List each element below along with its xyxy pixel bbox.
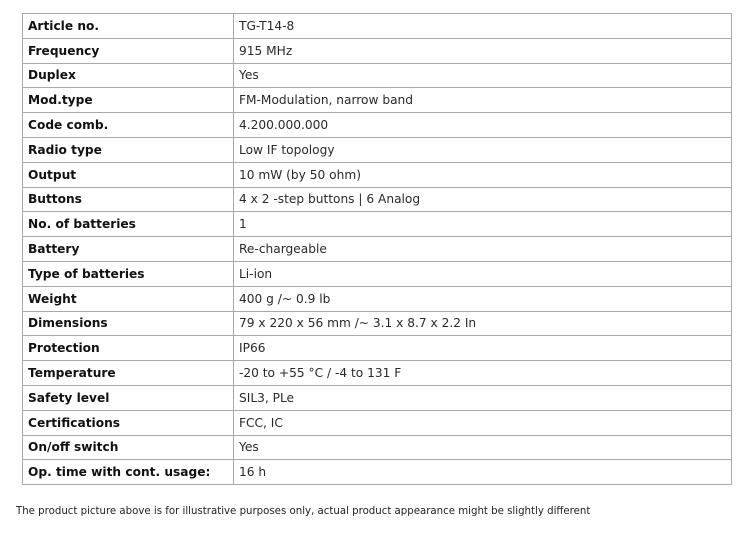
spec-label-on-off-switch: On/off switch: [23, 435, 234, 460]
spec-value-battery: Re-chargeable: [234, 237, 732, 262]
table-row: [23, 361, 732, 386]
spec-table-body: [23, 14, 732, 485]
spec-value-type-of-batteries: Li-ion: [234, 261, 732, 286]
spec-label-safety-level: Safety level: [23, 385, 234, 410]
table-row: [23, 212, 732, 237]
spec-label-output: Output: [23, 162, 234, 187]
spec-value-frequency: 915 MHz: [234, 38, 732, 63]
spec-label-dimensions: Dimensions: [23, 311, 234, 336]
spec-value-on-off-switch: Yes: [234, 435, 732, 460]
spec-value-temperature: -20 to +55 °C / -4 to 131 F: [234, 361, 732, 386]
table-row: [23, 410, 732, 435]
spec-label-duplex: Duplex: [23, 63, 234, 88]
spec-label-frequency: Frequency: [23, 38, 234, 63]
disclaimer-text: The product picture above is for illustrative purposes only, actual product appearance might be slightly different: [16, 506, 591, 517]
spec-value-dimensions: 79 x 220 x 56 mm /~ 3.1 x 8.7 x 2.2 In: [234, 311, 732, 336]
spec-label-code-comb: Code comb.: [23, 113, 234, 138]
table-row: [23, 261, 732, 286]
spec-label-mod-type: Mod.type: [23, 88, 234, 113]
table-row: [23, 435, 732, 460]
table-row: [23, 286, 732, 311]
spec-value-safety-level: SIL3, PLe: [234, 385, 732, 410]
spec-label-op-time: Op. time with cont. usage:: [23, 460, 234, 485]
spec-value-protection: IP66: [234, 336, 732, 361]
table-row: [23, 460, 732, 485]
spec-value-output: 10 mW (by 50 ohm): [234, 162, 732, 187]
spec-label-type-of-batteries: Type of batteries: [23, 261, 234, 286]
spec-label-no-of-batteries: No. of batteries: [23, 212, 234, 237]
spec-table: [22, 13, 732, 485]
spec-value-code-comb: 4.200.000.000: [234, 113, 732, 138]
spec-value-no-of-batteries: 1: [234, 212, 732, 237]
spec-value-radio-type: Low IF topology: [234, 137, 732, 162]
table-row: [23, 88, 732, 113]
table-row: [23, 162, 732, 187]
spec-value-certifications: FCC, IC: [234, 410, 732, 435]
spec-label-weight: Weight: [23, 286, 234, 311]
spec-value-op-time: 16 h: [234, 460, 732, 485]
spec-label-temperature: Temperature: [23, 361, 234, 386]
spec-value-duplex: Yes: [234, 63, 732, 88]
table-row: [23, 38, 732, 63]
spec-label-radio-type: Radio type: [23, 137, 234, 162]
table-row: [23, 187, 732, 212]
spec-label-certifications: Certifications: [23, 410, 234, 435]
spec-label-protection: Protection: [23, 336, 234, 361]
table-row: [23, 113, 732, 138]
table-row: [23, 63, 732, 88]
table-row: [23, 137, 732, 162]
table-row: [23, 385, 732, 410]
spec-value-buttons: 4 x 2 -step buttons | 6 Analog: [234, 187, 732, 212]
table-row: [23, 14, 732, 39]
spec-label-buttons: Buttons: [23, 187, 234, 212]
spec-value-weight: 400 g /~ 0.9 lb: [234, 286, 732, 311]
spec-label-battery: Battery: [23, 237, 234, 262]
spec-value-mod-type: FM-Modulation, narrow band: [234, 88, 732, 113]
spec-label-article-no: Article no.: [23, 14, 234, 39]
table-row: [23, 237, 732, 262]
spec-value-article-no: TG-T14-8: [234, 14, 732, 39]
table-row: [23, 336, 732, 361]
table-row: [23, 311, 732, 336]
